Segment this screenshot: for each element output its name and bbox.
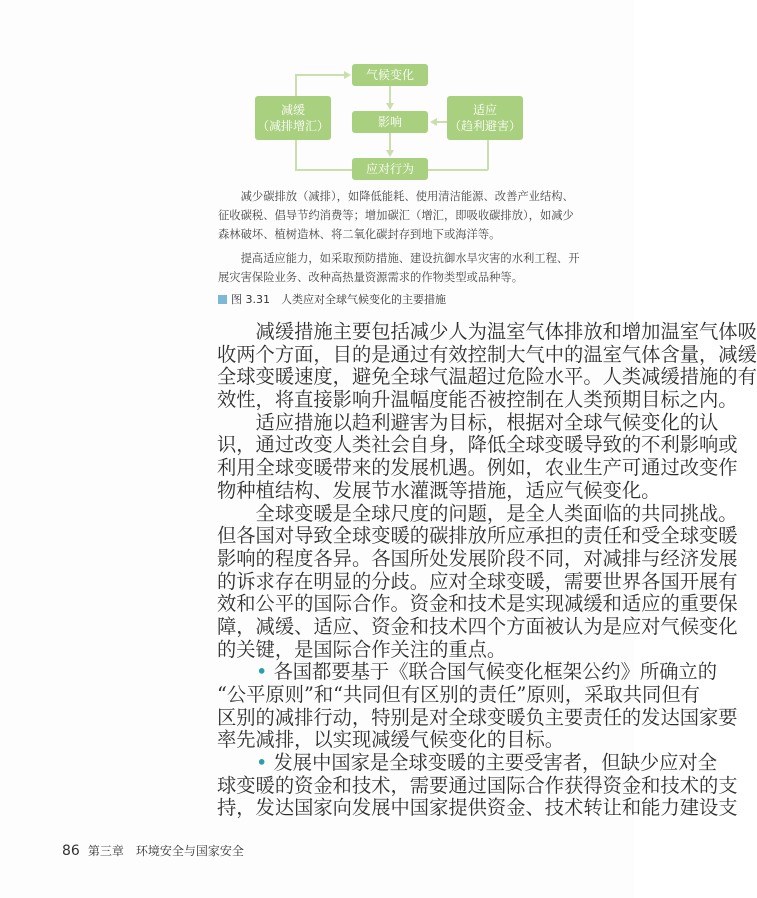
text-line: 效性，将直接影响升温幅度能否被控制在人类预期目标之内。 bbox=[217, 388, 738, 412]
node-label: 减缓 bbox=[280, 103, 305, 117]
node-adaptation bbox=[447, 96, 523, 140]
node-response bbox=[352, 158, 428, 180]
text-line: 但各国对导致全球变暖的碳排放所应承担的责任和受全球变暖 bbox=[217, 524, 738, 548]
node-sublabel: （减排增汇） bbox=[256, 119, 329, 133]
bullet-icon: • bbox=[256, 660, 274, 684]
paragraph bbox=[217, 410, 738, 503]
caption-square-icon bbox=[218, 295, 227, 304]
note-line: 森林破坏、植树造林、将二氧化碳封存到地下或海洋等。 bbox=[218, 228, 501, 241]
bullet-paragraph bbox=[217, 660, 738, 752]
bullet-paragraph bbox=[217, 751, 738, 820]
diagram-note-mitigation bbox=[218, 187, 574, 244]
text-line: 影响的程度各异。各国所处发展阶段不同，对减排与经济发展 bbox=[217, 546, 738, 570]
node-sublabel: （趋利避害） bbox=[448, 119, 521, 133]
page-number: 86 bbox=[62, 843, 80, 859]
text-line: 适应措施以趋利避害为目标，根据对全球气候变化的认 bbox=[217, 410, 719, 434]
page-footer bbox=[62, 842, 244, 859]
text-line: 全球变暖是全球尺度的问题，是全人类面临的共同挑战。 bbox=[217, 501, 738, 525]
text-line: 减缓措施主要包括减少人为温室气体排放和增加温室气体吸 bbox=[217, 320, 757, 343]
node-climate-change bbox=[352, 64, 428, 86]
chapter-title: 第三章 环境安全与国家安全 bbox=[87, 844, 244, 858]
text-line bbox=[217, 751, 717, 775]
text-line bbox=[217, 660, 717, 684]
text-line: 球变暖的资金和技术，需要通过国际合作获得资金和技术的支 bbox=[217, 773, 738, 797]
text-line: 利用全球变暖带来的发展机遇。例如，农业生产可通过改变作 bbox=[217, 456, 738, 480]
node-label: 适应 bbox=[472, 103, 497, 117]
text-line: 收两个方面，目的是通过有效控制大气中的温室气体含量，减缓 bbox=[217, 342, 757, 366]
node-impact bbox=[352, 111, 428, 133]
text-line: 物种植结构、发展节水灌溉等措施，适应气候变化。 bbox=[217, 478, 661, 502]
text-line: 各国都要基于《联合国气候变化框架公约》所确立的 bbox=[273, 660, 717, 684]
note-line: 征收碳税、倡导节约消费等；增加碳汇（增汇，即吸收碳排放），如减少 bbox=[218, 209, 574, 222]
text-line: 持，发达国家向发展中国家提供资金、技术转让和能力建设支 bbox=[217, 796, 738, 820]
node-label: 应对行为 bbox=[365, 162, 414, 176]
node-mitigation bbox=[255, 96, 331, 140]
text-line: 全球变暖速度，避免全球气温超过危险水平。人类减缓措施的有 bbox=[217, 365, 757, 389]
figure-caption bbox=[218, 291, 446, 307]
text-line: “公平原则”和“共同但有区别的责任”原则，采取共同但有 bbox=[217, 683, 700, 706]
body-text bbox=[217, 320, 757, 820]
diagram-note-adaptation bbox=[218, 249, 580, 287]
bullet-icon: • bbox=[256, 751, 274, 775]
note-line: 提高适应能力，如采取预防措施、建设抗御水旱灾害的水利工程、开 bbox=[218, 252, 580, 265]
note-line: 减少碳排放（减排），如降低能耗、使用清洁能源、改善产业结构、 bbox=[218, 190, 574, 203]
note-line: 展灾害保险业务、改种高热量资源需求的作物类型或品种等。 bbox=[218, 271, 524, 284]
node-label: 气候变化 bbox=[365, 68, 414, 82]
text-line: 的诉求存在明显的分歧。应对全球变暖，需要世界各国开展有 bbox=[217, 569, 738, 593]
paragraph bbox=[217, 320, 757, 412]
text-line: 效和公平的国际合作。资金和技术是实现减缓和适应的重要保 bbox=[217, 592, 738, 616]
text-line: 发展中国家是全球变暖的主要受害者，但缺少应对全 bbox=[273, 751, 717, 775]
text-line: 识，通过改变人类社会自身，降低全球变暖导致的不利影响或 bbox=[217, 433, 738, 457]
text-line: 障，减缓、适应、资金和技术四个方面被认为是应对气候变化 bbox=[217, 614, 738, 638]
figure-caption-text: 图 3.31 人类应对全球气候变化的主要措施 bbox=[231, 293, 446, 306]
text-line: 率先减排，以实现减缓气候变化的目标。 bbox=[217, 728, 565, 752]
node-label: 影响 bbox=[377, 115, 402, 129]
paragraph bbox=[217, 501, 738, 662]
text-line: 的关键，是国际合作关注的重点。 bbox=[217, 637, 507, 661]
text-line: 区别的减排行动，特别是对全球变暖负主要责任的发达国家要 bbox=[217, 705, 738, 729]
